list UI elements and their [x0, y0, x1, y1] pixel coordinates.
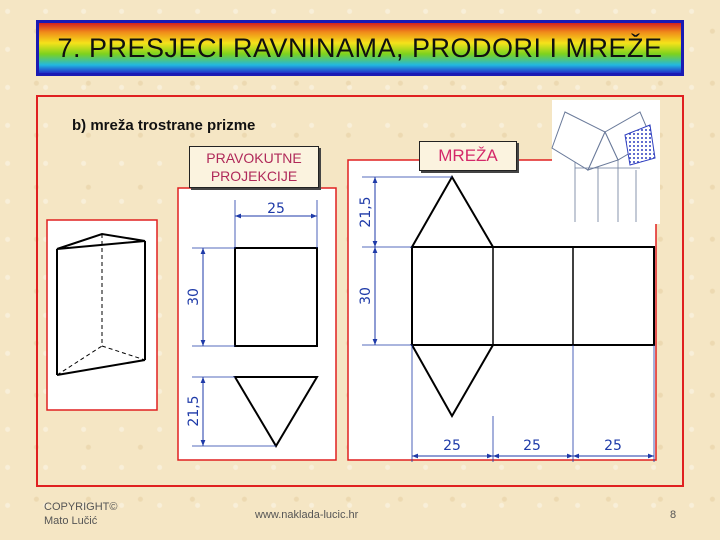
dim-proj-triangle: 21,5: [186, 395, 202, 427]
copyright: [44, 500, 118, 528]
dim-net-w3: 25: [604, 438, 622, 454]
dim-net-w1: 25: [443, 438, 461, 454]
dim-net-height: 30: [358, 287, 374, 305]
page-number: 8: [670, 509, 677, 521]
net-label: MREŽA: [419, 141, 517, 171]
projections-label-line1: PRAVOKUTNE: [206, 150, 302, 166]
dim-proj-width: 25: [267, 201, 285, 217]
slide-title: 7. PRESJECI RAVNINAMA, PRODORI I MREŽE: [57, 32, 663, 63]
copyright-line2: Mato Lučić: [44, 515, 98, 527]
projections-label-line2: PROJEKCIJE: [210, 168, 298, 184]
thumbnail-illustration: [552, 100, 660, 224]
dim-proj-height: 30: [186, 288, 202, 306]
copyright-line1: COPYRIGHT©: [44, 501, 118, 513]
dim-net-triangle: 21,5: [358, 196, 374, 228]
website-link[interactable]: www.naklada-lucic.hr: [255, 509, 359, 521]
slide-subtitle: b) mreža trostrane prizme: [72, 117, 256, 134]
projections-label: [189, 146, 319, 188]
prism-3d-view: [47, 220, 157, 410]
dim-net-w2: 25: [523, 438, 541, 454]
orthographic-projections: [178, 188, 336, 460]
